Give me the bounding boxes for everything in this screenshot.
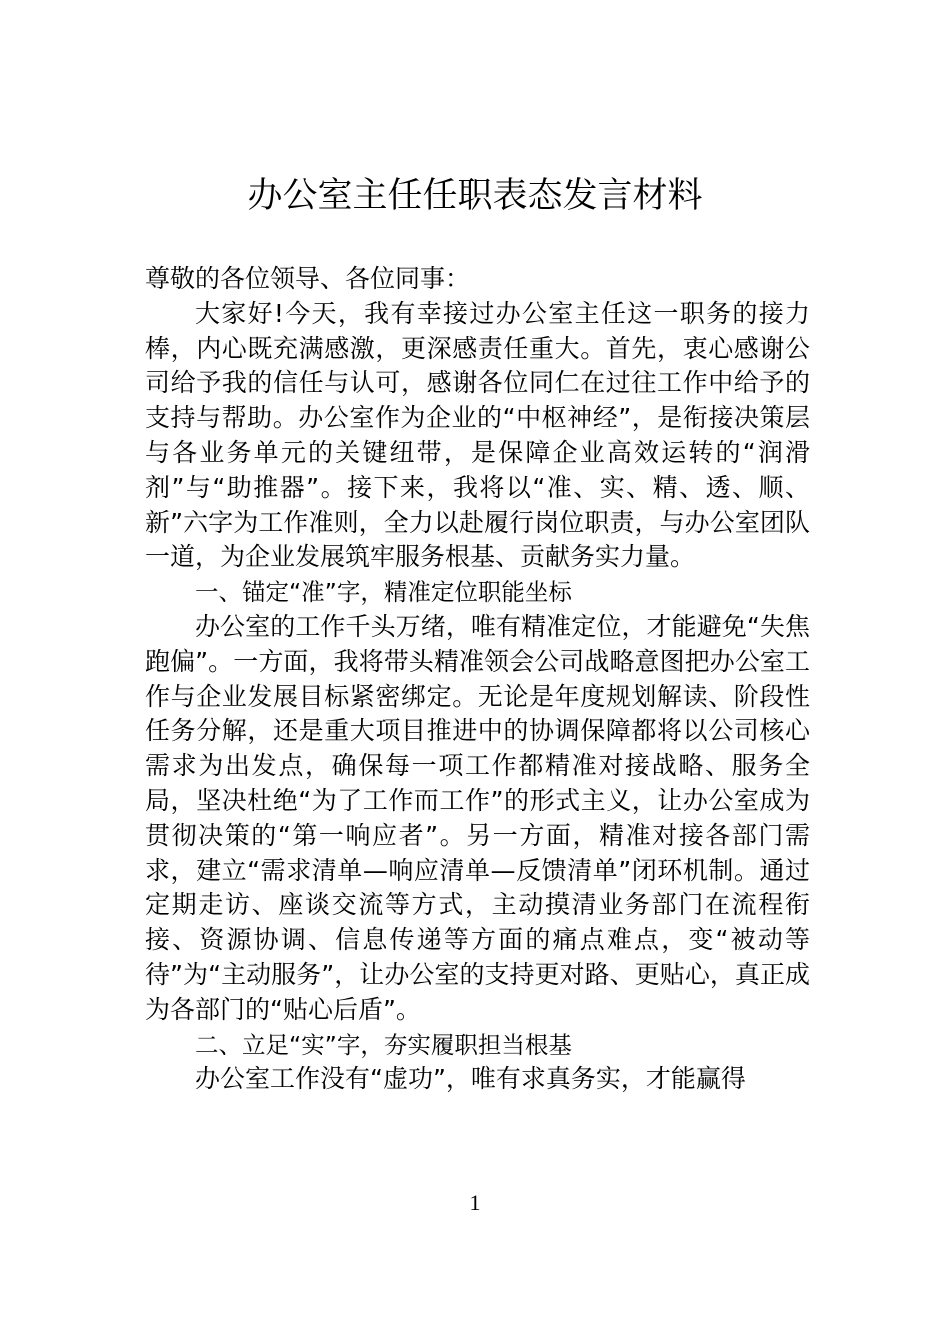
section-heading-1: 一、锚定“准”字，精准定位职能坐标 <box>195 578 572 607</box>
paragraph-intro: 大家好!今天，我有幸接过办公室主任这一职务的接力棒，内心既充满感激，更深感责任重大。首先，衷心感谢公司给予我的信任与认可，感谢各位同仁在过往工作中给予的支持与帮助。办公室作为企业的“中枢神经”，是衔接决策层与各业务单元的关键纽带，是保障企业高效运转的“润滑剂”与“助推器”。接下来，我将以“准、实、精、透、顺、新”六字为工作准则，全力以赴履行岗位职责，与办公室团队一道，为企业发展筑牢服务根基、贡献务实力量。 <box>145 298 810 572</box>
section-heading-2: 二、立足“实”字，夯实履职担当根基 <box>195 1030 572 1059</box>
document-body <box>145 262 810 1097</box>
paragraph-section-1: 办公室的工作千头万绪，唯有精准定位，才能避免“失焦跑偏”。一方面，我将带头精准领会公司战略意图把办公室工作与企业发展目标紧密绑定。无论是年度规划解读、阶段性任务分解，还是重大项目推进中的协调保障都将以公司核心需求为出发点，确保每一项工作都精准对接战略、服务全局，坚决杜绝“为了工作而工作”的形式主义，让办公室成为贯彻决策的“第一响应者”。另一方面，精准对接各部门需求，建立“需求清单—响应清单—反馈清单”闭环机制。通过定期走访、座谈交流等方式，主动摸清业务部门在流程衔接、资源协调、信息传递等方面的痛点难点，变“被动等待”为“主动服务”，让办公室的支持更对路、更贴心，真正成为各部门的“贴心后盾”。 <box>145 611 810 1024</box>
paragraph-section-2: 办公室工作没有“虚功”，唯有求真务实，才能赢得 <box>195 1064 746 1094</box>
page-number: 1 <box>469 1190 481 1215</box>
salutation: 尊敬的各位领导、各位同事： <box>145 264 471 293</box>
document-title: 办公室主任任职表态发言材料 <box>247 176 703 216</box>
